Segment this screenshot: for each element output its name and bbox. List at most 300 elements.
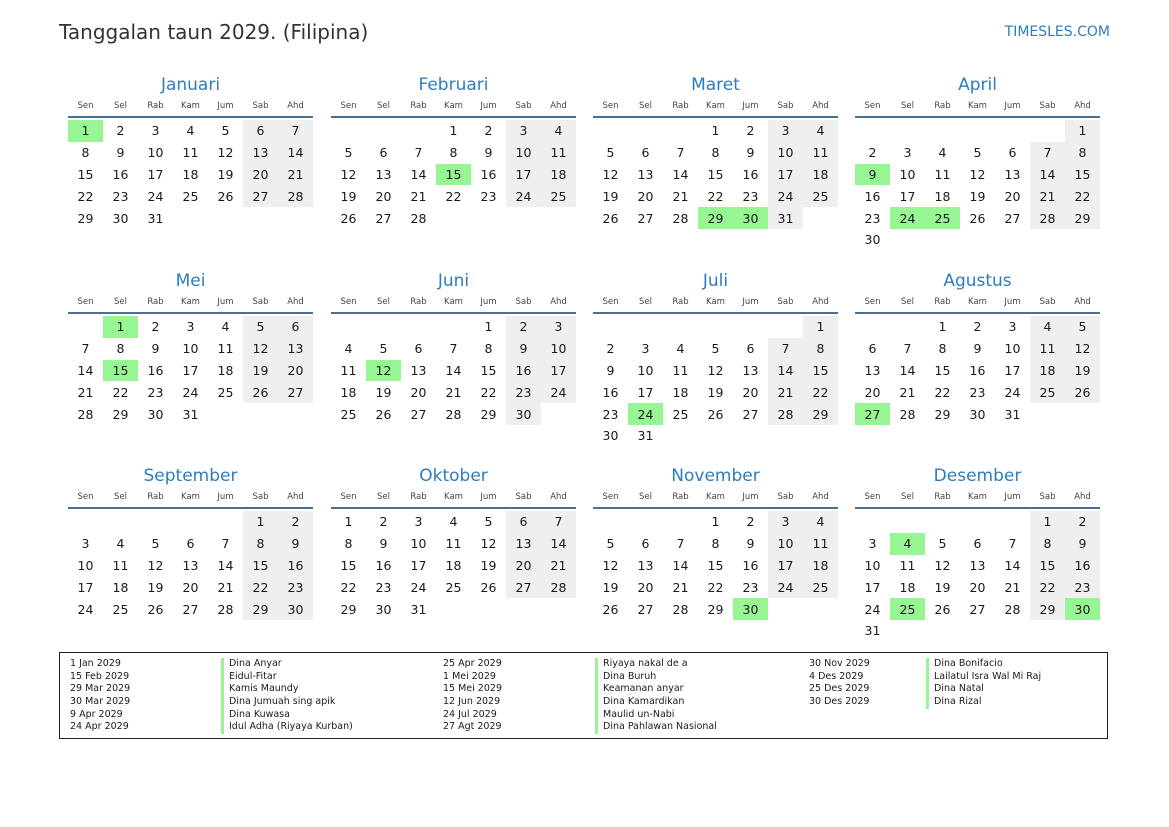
day-cell: 30 [506,403,541,425]
holiday-date: 29 Mar 2029 [70,683,131,695]
weekday-label: Rab [672,101,689,111]
day-cell: 20 [742,384,759,400]
weekday-label: Sab [515,297,532,307]
day-cell: 9 [746,145,755,161]
day-grid [331,120,576,229]
header-rule [68,116,313,118]
weekday-label: Kam [968,492,987,502]
empty-cell [593,120,628,142]
day-cell: 3 [1008,319,1017,335]
day-cell: 15 [1030,555,1065,577]
day-cell: 9 [973,341,982,357]
day-cell: 4 [803,120,838,142]
day-cell: 29 [1030,598,1065,620]
day-cell: 6 [414,341,423,357]
weekday-header [68,296,313,309]
day-cell: 22 [243,576,278,598]
weekday-label: Sen [864,492,881,502]
day-cell: 11 [541,142,576,164]
holiday-date: 30 Nov 2029 [809,658,870,669]
weekday-label: Sen [77,297,94,307]
day-cell: 12 [602,166,619,182]
day-cell: 7 [1030,142,1065,164]
holiday-day-cell: 24 [628,403,663,425]
day-cell: 17 [541,360,576,382]
weekday-label: Sab [1039,101,1056,111]
day-cell: 25 [340,406,357,422]
header-rule [593,312,838,314]
weekday-label: Sab [777,492,794,502]
day-cell: 31 [1004,406,1021,422]
day-cell: 16 [864,188,881,204]
day-cell: 6 [379,145,388,161]
day-cell: 17 [899,188,916,204]
day-cell: 9 [746,536,755,552]
holiday-name: Dina Kuwasa [221,709,353,722]
day-cell: 30 [864,232,881,248]
weekday-label: Ahd [287,297,304,307]
day-cell: 30 [375,601,392,617]
holiday-date: 4 Des 2029 [809,670,864,682]
day-cell: 3 [81,536,90,552]
day-cell: 23 [864,210,881,226]
day-cell: 10 [410,536,427,552]
day-cell: 16 [969,362,986,378]
day-cell: 31 [147,210,164,226]
weekday-label: Kam [706,297,725,307]
day-cell: 4 [541,120,576,142]
day-cell: 22 [480,384,497,400]
day-cell: 6 [1008,145,1017,161]
day-cell: 6 [243,120,278,142]
day-grid [331,316,576,425]
day-grid [593,120,838,229]
day-cell: 7 [1008,536,1017,552]
day-cell: 11 [340,362,357,378]
day-cell: 20 [278,360,313,382]
day-cell: 5 [938,536,947,552]
day-cell: 3 [541,316,576,338]
holiday-date: 15 Feb 2029 [70,670,130,682]
empty-cell [208,511,243,533]
day-cell: 13 [375,166,392,182]
day-cell: 14 [899,362,916,378]
day-cell: 20 [410,384,427,400]
weekday-label: Sen [77,492,94,502]
day-cell: 27 [1004,210,1021,226]
day-cell: 31 [768,207,803,229]
day-cell: 22 [707,579,724,595]
weekday-label: Rab [934,297,951,307]
day-cell: 21 [1004,579,1021,595]
day-cell: 24 [182,384,199,400]
day-cell: 9 [151,341,160,357]
day-cell: 12 [707,362,724,378]
empty-cell [960,511,995,533]
day-cell: 24 [1004,384,1021,400]
day-cell: 23 [112,188,129,204]
header-rule [593,507,838,509]
weekday-label: Sab [252,101,269,111]
day-cell: 16 [1065,555,1100,577]
day-cell: 9 [484,145,493,161]
day-cell: 1 [484,319,493,335]
empty-cell [995,120,1030,142]
weekday-label: Sen [77,101,94,111]
empty-cell [995,511,1030,533]
day-cell: 4 [938,145,947,161]
day-cell: 12 [969,166,986,182]
holiday-day-cell: 30 [1065,598,1100,620]
empty-cell [768,316,803,338]
day-cell: 8 [1065,142,1100,164]
day-cell: 10 [1004,341,1021,357]
day-cell: 18 [445,557,462,573]
day-cell: 26 [147,601,164,617]
day-cell: 7 [768,338,803,360]
day-cell: 28 [899,406,916,422]
weekday-header [855,491,1100,504]
day-cell: 21 [768,381,803,403]
day-grid [593,511,838,620]
empty-cell [628,511,663,533]
empty-cell [628,316,663,338]
weekday-label: Ahd [812,101,829,111]
day-cell: 13 [182,557,199,573]
month-name: November [671,466,760,486]
holiday-day-cell: 25 [925,207,960,229]
day-cell: 27 [375,210,392,226]
day-cell: 13 [506,533,541,555]
day-cell: 8 [116,341,125,357]
day-cell: 27 [182,601,199,617]
day-cell: 15 [934,362,951,378]
day-cell: 13 [637,557,654,573]
holiday-day-cell: 30 [733,207,768,229]
day-cell: 6 [278,316,313,338]
day-cell: 23 [506,381,541,403]
empty-cell [890,120,925,142]
holiday-date: 30 Des 2029 [809,696,870,708]
holiday-name: Dina Jumuah sing apik [221,696,353,709]
day-cell: 15 [707,557,724,573]
day-cell: 27 [742,406,759,422]
day-cell: 29 [1065,207,1100,229]
day-cell: 18 [803,555,838,577]
weekday-label: Jum [1004,297,1021,307]
day-cell: 18 [340,384,357,400]
day-cell: 12 [340,166,357,182]
month-name: Desember [933,466,1022,486]
day-cell: 21 [672,579,689,595]
site-link[interactable]: TIMESLES.COM [1004,24,1110,40]
day-cell: 4 [116,536,125,552]
day-cell: 14 [541,533,576,555]
weekday-label: Sel [639,101,652,111]
day-cell: 11 [899,557,916,573]
day-cell: 19 [243,360,278,382]
day-cell: 28 [278,185,313,207]
month-name: Oktober [419,466,488,486]
day-cell: 19 [602,188,619,204]
day-cell: 10 [541,338,576,360]
legend-name-column [595,658,717,734]
holiday-date: 9 Apr 2029 [70,708,123,720]
day-cell: 25 [1030,381,1065,403]
weekday-label: Rab [147,297,164,307]
day-cell: 21 [278,164,313,186]
day-cell: 7 [676,536,685,552]
empty-cell [925,120,960,142]
day-cell: 28 [77,406,94,422]
weekday-label: Sen [602,492,619,502]
weekday-label: Rab [410,101,427,111]
holiday-name: Dina Rizal [926,696,1041,709]
month-name: Februari [418,75,489,95]
day-cell: 26 [375,406,392,422]
day-cell: 6 [186,536,195,552]
day-cell: 13 [278,338,313,360]
weekday-label: Kam [181,492,200,502]
weekday-label: Rab [672,297,689,307]
day-cell: 8 [1030,533,1065,555]
empty-cell [401,120,436,142]
weekday-header [855,296,1100,309]
weekday-label: Sen [340,492,357,502]
day-cell: 2 [746,123,755,139]
day-cell: 29 [934,406,951,422]
day-cell: 17 [637,384,654,400]
day-cell: 29 [707,601,724,617]
weekday-label: Sen [602,101,619,111]
day-cell: 25 [541,185,576,207]
weekday-label: Rab [934,101,951,111]
holiday-day-cell: 15 [436,164,471,186]
day-cell: 26 [602,210,619,226]
day-cell: 6 [868,341,877,357]
day-cell: 23 [602,406,619,422]
day-cell: 12 [217,145,234,161]
day-cell: 12 [147,557,164,573]
day-cell: 1 [803,316,838,338]
holiday-name: Dina Pahlawan Nasional [595,721,717,734]
day-cell: 14 [672,166,689,182]
day-cell: 1 [449,123,458,139]
day-cell: 5 [484,514,493,530]
day-cell: 13 [243,142,278,164]
day-cell: 8 [81,145,90,161]
holiday-day-cell: 15 [103,360,138,382]
day-cell: 12 [934,557,951,573]
day-cell: 13 [969,557,986,573]
day-cell: 18 [803,164,838,186]
weekday-label: Sel [901,101,914,111]
day-grid [68,316,313,425]
day-cell: 13 [637,166,654,182]
day-cell: 6 [506,511,541,533]
legend-date-column [70,658,130,734]
day-cell: 19 [480,557,497,573]
weekday-label: Kam [706,492,725,502]
weekday-label: Sen [864,297,881,307]
weekday-label: Kam [444,492,463,502]
weekday-label: Sab [777,297,794,307]
day-cell: 12 [1065,338,1100,360]
day-cell: 16 [506,360,541,382]
day-cell: 1 [1065,120,1100,142]
day-cell: 11 [112,557,129,573]
weekday-label: Sel [639,492,652,502]
day-cell: 16 [742,557,759,573]
weekday-header [593,491,838,504]
day-cell: 8 [344,536,353,552]
day-cell: 4 [449,514,458,530]
header-rule [68,507,313,509]
day-cell: 15 [480,362,497,378]
weekday-label: Jum [1004,492,1021,502]
holiday-name: Maulid un-Nabi [595,709,717,722]
holiday-day-cell: 12 [366,360,401,382]
month-name: Juli [702,271,729,291]
day-cell: 24 [410,579,427,595]
day-cell: 5 [243,316,278,338]
day-cell: 28 [541,576,576,598]
day-cell: 6 [746,341,755,357]
day-cell: 2 [1065,511,1100,533]
day-cell: 20 [375,188,392,204]
day-cell: 17 [77,579,94,595]
day-cell: 14 [217,557,234,573]
day-cell: 22 [77,188,94,204]
holiday-day-cell: 29 [698,207,733,229]
empty-cell [593,511,628,533]
day-cell: 11 [803,533,838,555]
month-juni [331,270,576,425]
empty-cell [663,316,698,338]
holiday-name: Dina Buruh [595,671,717,684]
day-cell: 2 [484,123,493,139]
day-cell: 28 [217,601,234,617]
day-cell: 8 [711,536,720,552]
empty-cell [366,120,401,142]
day-cell: 9 [506,338,541,360]
day-cell: 30 [278,598,313,620]
day-cell: 22 [445,188,462,204]
day-cell: 24 [77,601,94,617]
day-cell: 11 [803,142,838,164]
weekday-label: Jum [480,492,497,502]
day-cell: 7 [81,341,90,357]
weekday-label: Jum [480,297,497,307]
day-cell: 11 [182,145,199,161]
weekday-label: Sel [114,492,127,502]
empty-cell [960,120,995,142]
holiday-name: Keamanan anyar [595,683,717,696]
holiday-name: Dina Bonifacio [926,658,1041,671]
day-cell: 10 [182,341,199,357]
day-cell: 19 [1065,360,1100,382]
month-name: April [958,75,997,95]
header-rule [855,116,1100,118]
day-cell: 23 [375,579,392,595]
day-cell: 14 [77,362,94,378]
day-cell: 21 [541,555,576,577]
day-cell: 3 [186,319,195,335]
day-cell: 24 [541,381,576,403]
day-cell: 24 [147,188,164,204]
month-name: Mei [175,271,206,291]
day-cell: 20 [1004,188,1021,204]
weekday-label: Sab [1039,297,1056,307]
empty-cell [331,120,366,142]
day-cell: 3 [768,120,803,142]
day-cell: 2 [278,511,313,533]
day-cell: 1 [344,514,353,530]
weekday-header [68,100,313,113]
day-cell: 7 [676,145,685,161]
day-grid [593,316,838,447]
weekday-label: Jum [1004,101,1021,111]
day-cell: 8 [803,338,838,360]
day-cell: 17 [410,557,427,573]
day-cell: 22 [112,384,129,400]
day-cell: 2 [151,319,160,335]
weekday-label: Ahd [812,492,829,502]
weekday-header [593,296,838,309]
day-cell: 7 [278,120,313,142]
day-cell: 30 [147,406,164,422]
day-cell: 15 [77,166,94,182]
day-cell: 23 [278,576,313,598]
weekday-header [855,100,1100,113]
day-cell: 25 [112,601,129,617]
day-cell: 17 [506,164,541,186]
month-name: Januari [160,75,221,95]
weekday-label: Rab [934,492,951,502]
day-cell: 29 [112,406,129,422]
day-cell: 8 [449,145,458,161]
holiday-date: 1 Jan 2029 [70,658,121,669]
day-cell: 2 [746,514,755,530]
weekday-header [331,296,576,309]
day-cell: 5 [344,145,353,161]
day-cell: 25 [803,576,838,598]
day-cell: 30 [969,406,986,422]
weekday-label: Ahd [550,492,567,502]
holiday-day-cell: 25 [890,598,925,620]
holiday-day-cell: 30 [733,598,768,620]
weekday-label: Ahd [287,492,304,502]
weekday-label: Kam [444,101,463,111]
day-cell: 27 [243,185,278,207]
empty-cell [890,511,925,533]
empty-cell [890,316,925,338]
day-cell: 20 [506,555,541,577]
day-cell: 6 [641,145,650,161]
day-cell: 14 [672,557,689,573]
day-cell: 7 [449,341,458,357]
holiday-day-cell: 1 [68,120,103,142]
day-cell: 29 [340,601,357,617]
day-cell: 11 [1030,338,1065,360]
weekday-label: Jum [217,101,234,111]
empty-cell [1030,120,1065,142]
holiday-date: 27 Agt 2029 [443,721,502,733]
day-cell: 29 [803,403,838,425]
day-cell: 15 [340,557,357,573]
day-cell: 21 [77,384,94,400]
day-cell: 2 [506,316,541,338]
